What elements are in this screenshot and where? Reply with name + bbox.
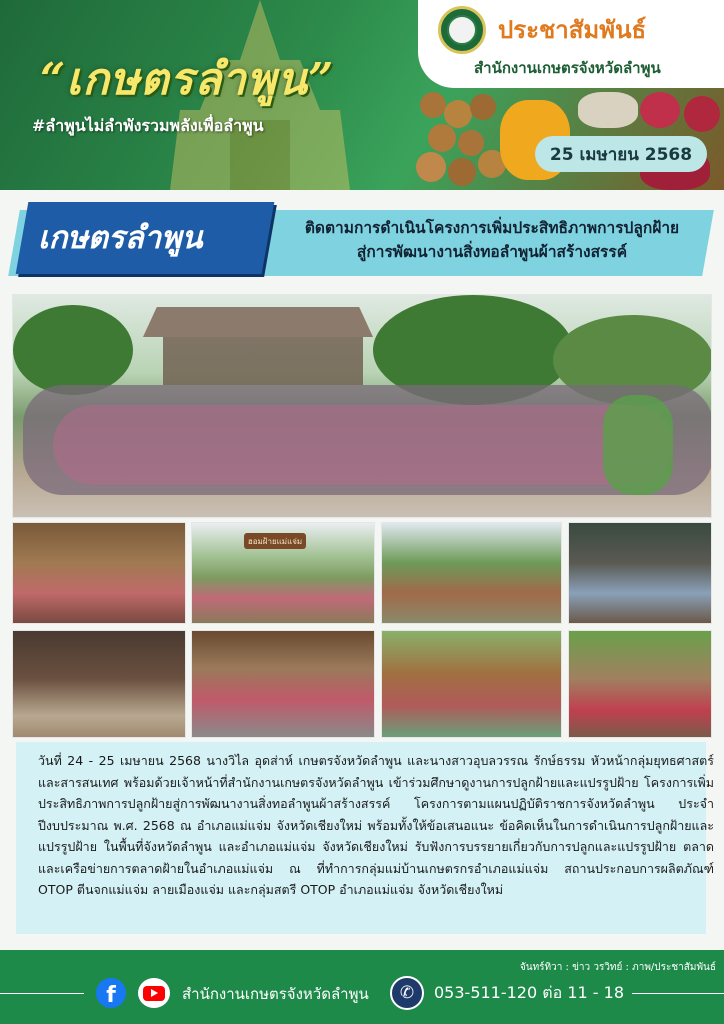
date-badge: 25 เมษายน 2568 <box>535 136 707 172</box>
photo-indoor-meeting <box>12 522 186 624</box>
facebook-icon[interactable]: f <box>96 978 126 1008</box>
photo-garden-group <box>381 522 562 624</box>
footer-divider-right <box>632 993 724 994</box>
headline-line-2: สู่การพัฒนางานสิ่งทอลำพูนผ้าสร้างสรรค์ <box>356 243 628 261</box>
youtube-icon[interactable] <box>138 978 170 1008</box>
footer-phone: 053-511-120 ต่อ 11 - 18 <box>434 983 624 1002</box>
footer-divider-left <box>0 993 84 994</box>
header-banner <box>0 0 724 190</box>
footer-office-name: สำนักงานเกษตรจังหวัดลำพูน <box>182 985 369 1003</box>
header-hashtag: #ลำพูนไม่ลำพังรวมพลังเพื่อลำพูน <box>32 116 264 135</box>
header-title-wrap <box>40 44 334 114</box>
photo-credit: จันทร์ทิวา : ข่าว วรวิทย์ : ภาพ/ประชาสัมพันธ์ <box>519 962 716 973</box>
footer <box>0 950 724 1024</box>
photo-briefing <box>12 630 186 738</box>
photo-group-signboard <box>191 522 375 624</box>
article-text: วันที่ 24 - 25 เมษายน 2568 นางวิไล อุดส่าห์ เกษตรจังหวัดลำพูน และนางสาวอุบลวรรณ รักษ์ธรรม หัวหน้ากลุ่มยุทธศาสตร์และสารสนเทศ พร้อมด้วยเจ้าหน้าที่สำนักงานเกษตรจังหวัดลำพูน เข้าร่วมศึกษาดูงานการปลูกฝ้ายและแปรรูปฝ้าย โครงการเพิ่มประสิทธิภาพการปลูกฝ้ายสู่การพัฒนางานสิ่งทอลำพูนผ้าสร้างสรรค์ โครงการตามแผนปฏิบัติราชการจังหวัดลำพูน ประจำปีงบประมาณ พ.ศ. 2568 ณ อำเภอแม่แจ่ม จังหวัดเชียงใหม่ พร้อมทั้งให้ข้อเสนอแนะ ข้อคิดเห็นในการดำเนินการปลูกฝ้ายและแปรรูปฝ้าย ในพื้นที่จังหวัดลำพูน และอำเภอแม่แจ่ม จังหวัดเชียงใหม่ รับฟังการบรรยายเกี่ยวกับการปลูกและแปรรูปฝ้าย ตลาด และเครือข่ายการตลาดฝ้ายในอำเภอแม่แจ่ม ณ ที่ทำการกลุ่มแม่บ้านเกษตรกรอำเภอแม่แจ่ม สถานประกอบการผลิตภัณฑ์ OTOP ตีนจกแม่แจ่ม ลายเมืองแจ่ม และกลุ่มสตรี OTOP อำเภอแม่แจ่ม จังหวัดเชียงใหม่ <box>38 753 714 897</box>
headline <box>282 216 702 264</box>
emblem-icon <box>438 6 486 54</box>
phone-icon: ✆ <box>390 976 424 1010</box>
banner-label: เกษตรลำพูน <box>38 220 203 256</box>
main-group-photo <box>12 294 712 518</box>
signboard: ฮอมฝ้ายแม่แจ่ม <box>244 533 306 549</box>
pr-title: ประชาสัมพันธ์ <box>498 16 647 44</box>
header-title: “เกษตรลำพูน” <box>40 54 335 105</box>
article-body <box>16 742 714 934</box>
title-banner <box>0 196 724 284</box>
pr-subtitle: สำนักงานเกษตรจังหวัดลำพูน <box>474 59 661 77</box>
photo-weaving-demo <box>568 630 712 738</box>
photo-hall-group <box>191 630 375 738</box>
photo-textile-display <box>568 522 712 624</box>
headline-line-1: ติดตามการดำเนินโครงการเพิ่มประสิทธิภาพการปลูกฝ้าย <box>304 219 680 237</box>
photo-pavilion-meeting <box>381 630 562 738</box>
pr-box <box>418 0 724 88</box>
